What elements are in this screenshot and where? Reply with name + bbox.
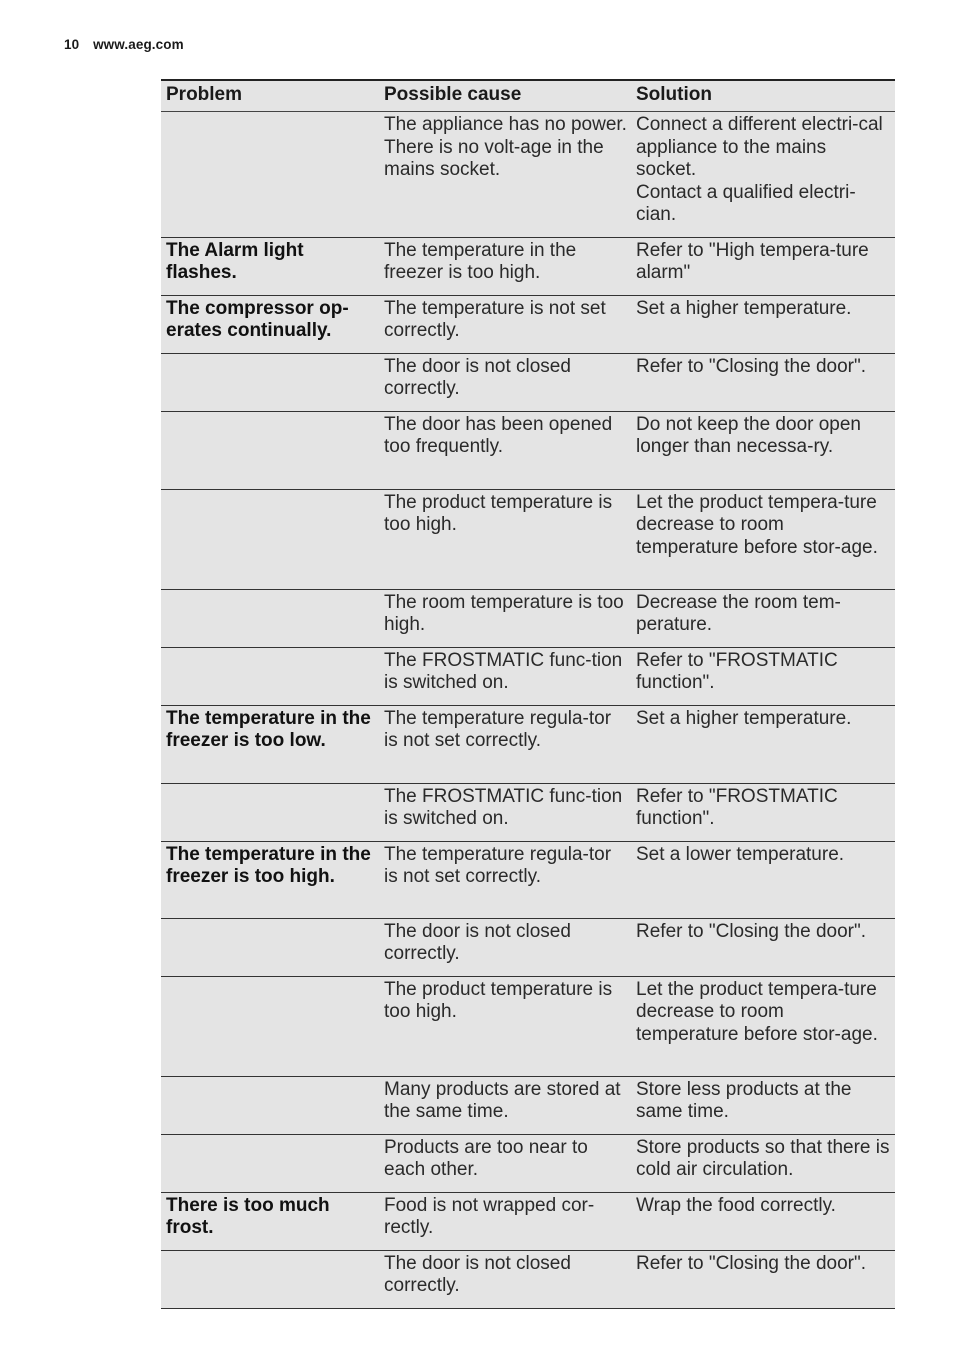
header-possible-cause: Possible cause (379, 80, 632, 112)
solution-cell: Decrease the room tem-perature. (632, 589, 895, 647)
table-header-row (161, 80, 895, 112)
table-row (161, 1134, 895, 1192)
solution-text: Contact a qualified electri-cian. (636, 181, 856, 225)
table-row (161, 1192, 895, 1250)
solution-cell: Refer to "Closing the door". (632, 353, 895, 411)
solution-cell: Store products so that there is cold air circulation. (632, 1134, 895, 1192)
solution-cell: Refer to "Closing the door". (632, 1250, 895, 1308)
solution-cell: Refer to "FROSTMATIC function". (632, 647, 895, 705)
table-row (161, 976, 895, 1076)
solution-cell: Refer to "FROSTMATIC function". (632, 783, 895, 841)
cause-cell: The door has been opened too frequently. (379, 411, 632, 489)
cause-cell: The door is not closed correctly. (379, 918, 632, 976)
cause-cell: The appliance has no power. There is no volt-age in the mains socket. (379, 112, 632, 238)
problem-cell (161, 1134, 379, 1192)
cause-cell: The product temperature is too high. (379, 976, 632, 1076)
table-row (161, 489, 895, 589)
cause-cell: The room temperature is too high. (379, 589, 632, 647)
problem-cell: There is too much frost. (161, 1192, 379, 1250)
problem-cell: The compressor op-erates continually. (161, 295, 379, 353)
site-url: www.aeg.com (93, 37, 184, 52)
solution-cell: Wrap the food correctly. (632, 1192, 895, 1250)
problem-cell (161, 112, 379, 238)
troubleshooting-table (161, 79, 895, 1309)
solution-text: Connect a different electri-cal appliance to the mains socket. (636, 114, 883, 180)
solution-cell: Refer to "High tempera-ture alarm" (632, 237, 895, 295)
cause-cell: The door is not closed correctly. (379, 1250, 632, 1308)
problem-cell (161, 1076, 379, 1134)
solution-cell: Refer to "Closing the door". (632, 918, 895, 976)
problem-cell (161, 918, 379, 976)
problem-cell (161, 411, 379, 489)
solution-cell: Set a higher temperature. (632, 295, 895, 353)
solution-cell: Let the product tempera-ture decrease to room temperature before stor-age. (632, 976, 895, 1076)
table-row (161, 1250, 895, 1308)
problem-cell (161, 353, 379, 411)
cause-cell: The FROSTMATIC func-tion is switched on. (379, 647, 632, 705)
table-row (161, 589, 895, 647)
cause-cell: Food is not wrapped cor-rectly. (379, 1192, 632, 1250)
solution-cell: Store less products at the same time. (632, 1076, 895, 1134)
table-row (161, 1076, 895, 1134)
table-row (161, 237, 895, 295)
table-row (161, 411, 895, 489)
table-row (161, 841, 895, 918)
problem-cell (161, 647, 379, 705)
solution-cell: Do not keep the door open longer than necessa-ry. (632, 411, 895, 489)
problem-cell (161, 589, 379, 647)
cause-cell: The temperature regula-tor is not set correctly. (379, 841, 632, 918)
page-header (64, 37, 184, 52)
table-row (161, 918, 895, 976)
solution-cell (632, 112, 895, 238)
problem-cell: The Alarm light flashes. (161, 237, 379, 295)
header-problem: Problem (161, 80, 379, 112)
problem-cell (161, 489, 379, 589)
solution-cell: Let the product tempera-ture decrease to room temperature before stor-age. (632, 489, 895, 589)
table-row (161, 353, 895, 411)
cause-cell: The temperature is not set correctly. (379, 295, 632, 353)
cause-cell: The door is not closed correctly. (379, 353, 632, 411)
problem-cell (161, 783, 379, 841)
cause-cell: The temperature in the freezer is too high. (379, 237, 632, 295)
cause-cell: Products are too near to each other. (379, 1134, 632, 1192)
header-solution: Solution (632, 80, 895, 112)
problem-cell: The temperature in the freezer is too low. (161, 705, 379, 783)
problem-cell: The temperature in the freezer is too high. (161, 841, 379, 918)
table-row (161, 295, 895, 353)
problem-cell (161, 976, 379, 1076)
cause-cell: Many products are stored at the same time. (379, 1076, 632, 1134)
table-row (161, 705, 895, 783)
table-row (161, 647, 895, 705)
solution-cell: Set a lower temperature. (632, 841, 895, 918)
table-row (161, 783, 895, 841)
problem-cell (161, 1250, 379, 1308)
cause-cell: The FROSTMATIC func-tion is switched on. (379, 783, 632, 841)
cause-cell: The temperature regula-tor is not set correctly. (379, 705, 632, 783)
cause-cell: The product temperature is too high. (379, 489, 632, 589)
page-number: 10 (64, 37, 80, 52)
table-row (161, 112, 895, 238)
solution-cell: Set a higher temperature. (632, 705, 895, 783)
